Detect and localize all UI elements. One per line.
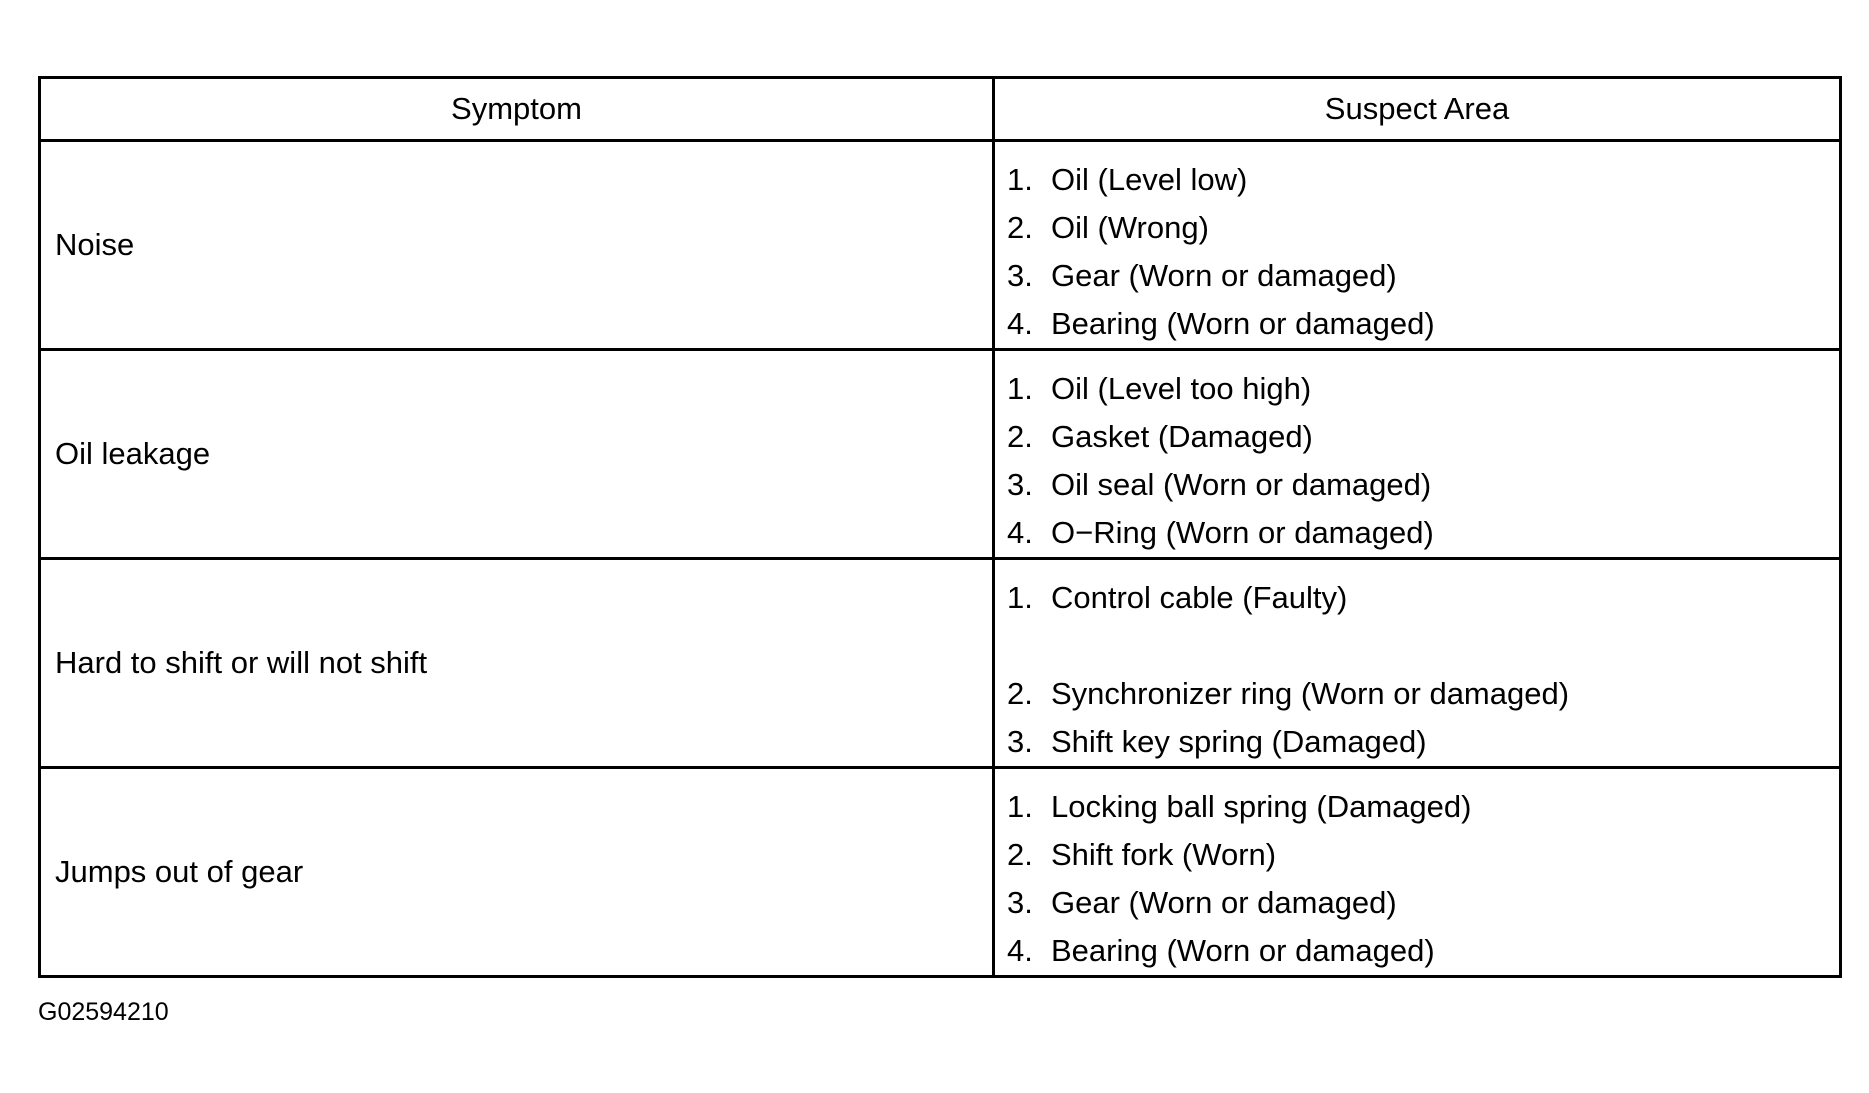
item-number: 4. <box>1007 933 1033 968</box>
item-text: Bearing (Worn or damaged) <box>1051 933 1435 968</box>
figure-id: G02594210 <box>38 998 169 1026</box>
list-item <box>1007 365 1839 413</box>
item-text: Locking ball spring (Damaged) <box>1051 789 1472 824</box>
item-text: Oil seal (Worn or damaged) <box>1051 467 1432 502</box>
table-row <box>40 350 1841 559</box>
item-text: Bearing (Worn or damaged) <box>1051 306 1435 341</box>
list-item <box>1007 670 1839 718</box>
item-text: Oil (Level too high) <box>1051 371 1312 406</box>
list-item <box>1007 156 1839 204</box>
troubleshooting-table <box>38 76 1842 978</box>
item-number: 3. <box>1007 724 1033 759</box>
table-row <box>40 141 1841 350</box>
item-text: Shift key spring (Damaged) <box>1051 724 1427 759</box>
list-item <box>1007 252 1839 300</box>
item-text: Synchronizer ring (Worn or damaged) <box>1051 676 1570 711</box>
item-number: 2. <box>1007 419 1033 454</box>
item-text: Gear (Worn or damaged) <box>1051 258 1397 293</box>
item-number: 1. <box>1007 789 1033 824</box>
item-number: 3. <box>1007 885 1033 920</box>
item-number: 2. <box>1007 210 1033 245</box>
item-text: O−Ring (Worn or damaged) <box>1051 515 1434 550</box>
list-item <box>1007 300 1839 348</box>
suspect-list <box>1007 574 1839 766</box>
suspect-list <box>1007 156 1839 348</box>
table-row <box>40 768 1841 977</box>
symptom-cell: Hard to shift or will not shift <box>40 559 994 768</box>
list-item <box>1007 879 1839 927</box>
item-number: 2. <box>1007 676 1033 711</box>
list-item <box>1007 831 1839 879</box>
suspect-list <box>1007 783 1839 975</box>
item-number: 4. <box>1007 515 1033 550</box>
table-header-row <box>40 78 1841 141</box>
item-number: 1. <box>1007 580 1033 615</box>
item-number: 3. <box>1007 467 1033 502</box>
symptom-cell: Jumps out of gear <box>40 768 994 977</box>
suspect-list <box>1007 365 1839 557</box>
header-suspect-area: Suspect Area <box>994 78 1841 141</box>
item-number: 4. <box>1007 306 1033 341</box>
header-symptom: Symptom <box>40 78 994 141</box>
item-number: 1. <box>1007 371 1033 406</box>
list-item <box>1007 574 1839 622</box>
item-text: Control cable (Faulty) <box>1051 580 1348 615</box>
item-number: 3. <box>1007 258 1033 293</box>
list-item <box>1007 783 1839 831</box>
item-text: Shift fork (Worn) <box>1051 837 1277 872</box>
list-item <box>1007 718 1839 766</box>
list-item <box>1007 413 1839 461</box>
suspect-area-cell <box>994 141 1841 350</box>
table-row <box>40 559 1841 768</box>
item-number: 2. <box>1007 837 1033 872</box>
item-number: 1. <box>1007 162 1033 197</box>
item-text: Gear (Worn or damaged) <box>1051 885 1397 920</box>
symptom-cell: Noise <box>40 141 994 350</box>
item-text: Gasket (Damaged) <box>1051 419 1313 454</box>
list-item <box>1007 461 1839 509</box>
suspect-area-cell <box>994 559 1841 768</box>
item-text: Oil (Wrong) <box>1051 210 1209 245</box>
symptom-cell: Oil leakage <box>40 350 994 559</box>
list-item <box>1007 204 1839 252</box>
list-item <box>1007 927 1839 975</box>
suspect-area-cell <box>994 350 1841 559</box>
suspect-area-cell <box>994 768 1841 977</box>
list-item <box>1007 509 1839 557</box>
item-text: Oil (Level low) <box>1051 162 1248 197</box>
